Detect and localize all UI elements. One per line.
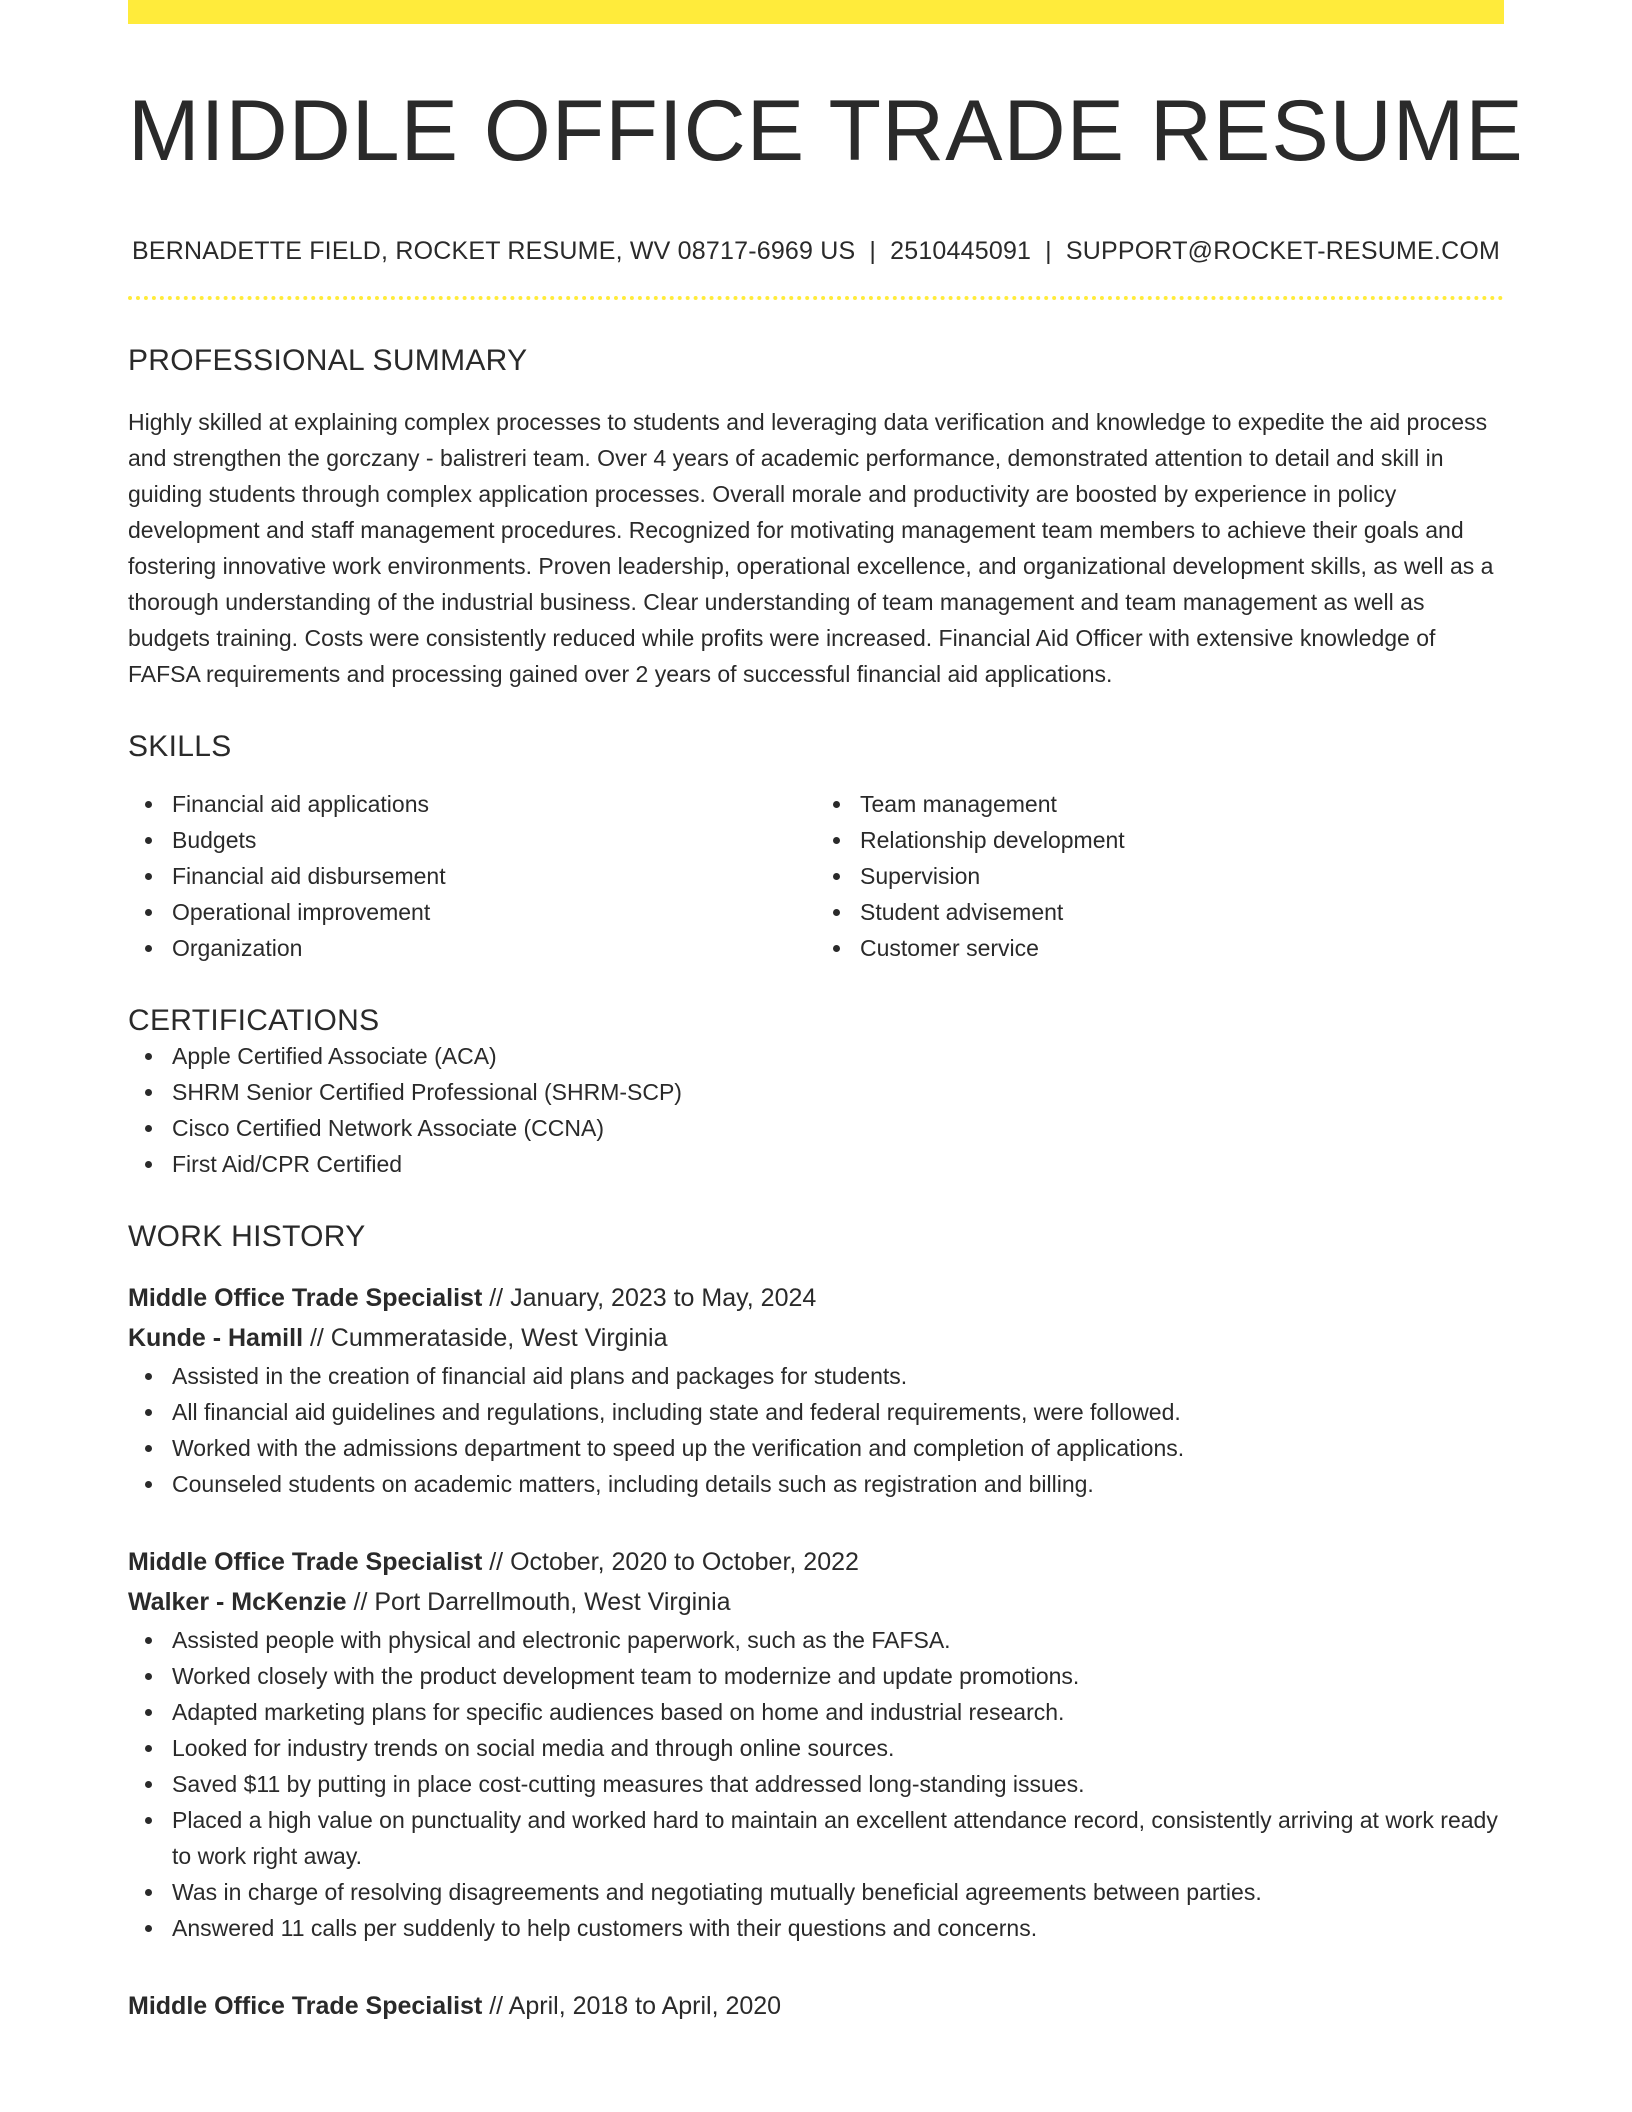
- summary-heading: PROFESSIONAL SUMMARY: [128, 343, 528, 377]
- job-entry: [128, 1986, 1504, 2026]
- skills-grid: [128, 786, 1504, 966]
- summary-text: Highly skilled at explaining complex processes to students and leveraging data verification and knowledge to expedite the aid process and strengthen the gorczany - balistreri team. Over 4 years of academic performance, demonstrated attention to detail and skill in guiding students through complex application processes. Overall morale and productivity are boosted by experience in policy development and staff management procedures. Recognized for motivating management team members to achieve their goals and fostering innovative work environments. Proven leadership, operational excellence, and organizational development skills, as well as a thorough understanding of the industrial business. Clear understanding of team management and team management as well as budgets training. Costs were consistently reduced while profits were increased. Financial Aid Officer with extensive knowledge of FAFSA requirements and processing gained over 2 years of successful financial aid applications.: [128, 408, 1494, 687]
- job-role: Middle Office Trade Specialist: [128, 1991, 483, 2020]
- job-bullet: Worked with the admissions department to speed up the verification and completion of applications.: [172, 1430, 1504, 1466]
- certification-item: Cisco Certified Network Associate (CCNA): [172, 1110, 1504, 1146]
- skill-item: Financial aid disbursement: [172, 858, 816, 894]
- job-company: Kunde - Hamill: [128, 1323, 304, 1352]
- job-bullet: Assisted in the creation of financial aid plans and packages for students.: [172, 1358, 1504, 1394]
- certification-item: Apple Certified Associate (ACA): [172, 1038, 1504, 1074]
- certifications-list: [128, 1038, 1504, 1182]
- job-bullets: [128, 1622, 1504, 1946]
- job-bullets: [128, 1358, 1504, 1502]
- contact-separator: |: [1045, 236, 1052, 265]
- skill-item: Team management: [860, 786, 1504, 822]
- skill-item: Organization: [172, 930, 816, 966]
- job-role-line: [128, 1542, 1504, 1582]
- job-company-line: [128, 1318, 1504, 1358]
- job-dates: // January, 2023 to May, 2024: [482, 1283, 817, 1312]
- certification-item: SHRM Senior Certified Professional (SHRM-SCP): [172, 1074, 1504, 1110]
- skill-item: Financial aid applications: [172, 786, 816, 822]
- job-bullet: Looked for industry trends on social media and through online sources.: [172, 1730, 1504, 1766]
- contact-email: SUPPORT@ROCKET-RESUME.COM: [1065, 236, 1501, 265]
- job-company-line: [128, 1582, 1504, 1622]
- job-dates: // October, 2020 to October, 2022: [482, 1547, 859, 1576]
- work-history-heading: WORK HISTORY: [128, 1219, 366, 1253]
- job-role-line: [128, 1278, 1504, 1318]
- job-company: Walker - McKenzie: [128, 1587, 347, 1616]
- job-bullet: Saved $11 by putting in place cost-cutting measures that addressed long-standing issues.: [172, 1766, 1504, 1802]
- skill-item: Operational improvement: [172, 894, 816, 930]
- job-role-line: [128, 1986, 1504, 2026]
- job-entry: [128, 1278, 1504, 1502]
- job-bullet: Worked closely with the product development team to modernize and update promotions.: [172, 1658, 1504, 1694]
- job-location: // Cummerataside, West Virginia: [303, 1323, 668, 1352]
- job-entry: [128, 1542, 1504, 1946]
- job-bullet: Counseled students on academic matters, including details such as registration and billing.: [172, 1466, 1504, 1502]
- job-dates: // April, 2018 to April, 2020: [482, 1991, 782, 2020]
- skill-item: Supervision: [860, 858, 1504, 894]
- accent-top-bar: [128, 0, 1504, 24]
- job-bullet: Placed a high value on punctuality and worked hard to maintain an excellent attendance record, consistently arriving at work ready to work right away.: [172, 1802, 1504, 1874]
- job-role: Middle Office Trade Specialist: [128, 1283, 483, 1312]
- job-bullet: Adapted marketing plans for specific audiences based on home and industrial research.: [172, 1694, 1504, 1730]
- job-role: Middle Office Trade Specialist: [128, 1547, 483, 1576]
- resume-title: MIDDLE OFFICE TRADE RESUME: [128, 83, 1524, 179]
- skill-item: Customer service: [860, 930, 1504, 966]
- certification-item: First Aid/CPR Certified: [172, 1146, 1504, 1182]
- certifications-heading: CERTIFICATIONS: [128, 1003, 380, 1037]
- contact-phone: 2510445091: [890, 236, 1032, 265]
- job-bullet: Assisted people with physical and electronic paperwork, such as the FAFSA.: [172, 1622, 1504, 1658]
- skill-item: Budgets: [172, 822, 816, 858]
- skills-right-column: [816, 786, 1504, 966]
- skills-heading: SKILLS: [128, 729, 232, 763]
- contact-line: [128, 237, 1504, 266]
- job-bullet: Answered 11 calls per suddenly to help customers with their questions and concerns.: [172, 1910, 1504, 1946]
- job-location: // Port Darrellmouth, West Virginia: [346, 1587, 731, 1616]
- contact-address: BERNADETTE FIELD, ROCKET RESUME, WV 08717-6969 US: [131, 236, 856, 265]
- contact-separator: |: [869, 236, 877, 265]
- skill-item: Relationship development: [860, 822, 1504, 858]
- skills-left-column: [128, 786, 816, 966]
- job-bullet: Was in charge of resolving disagreements and negotiating mutually beneficial agreements between parties.: [172, 1874, 1504, 1910]
- dotted-divider: [128, 296, 1504, 300]
- job-bullet: All financial aid guidelines and regulations, including state and federal requirements, were followed.: [172, 1394, 1504, 1430]
- resume-page: [128, 0, 1524, 2026]
- skill-item: Student advisement: [860, 894, 1504, 930]
